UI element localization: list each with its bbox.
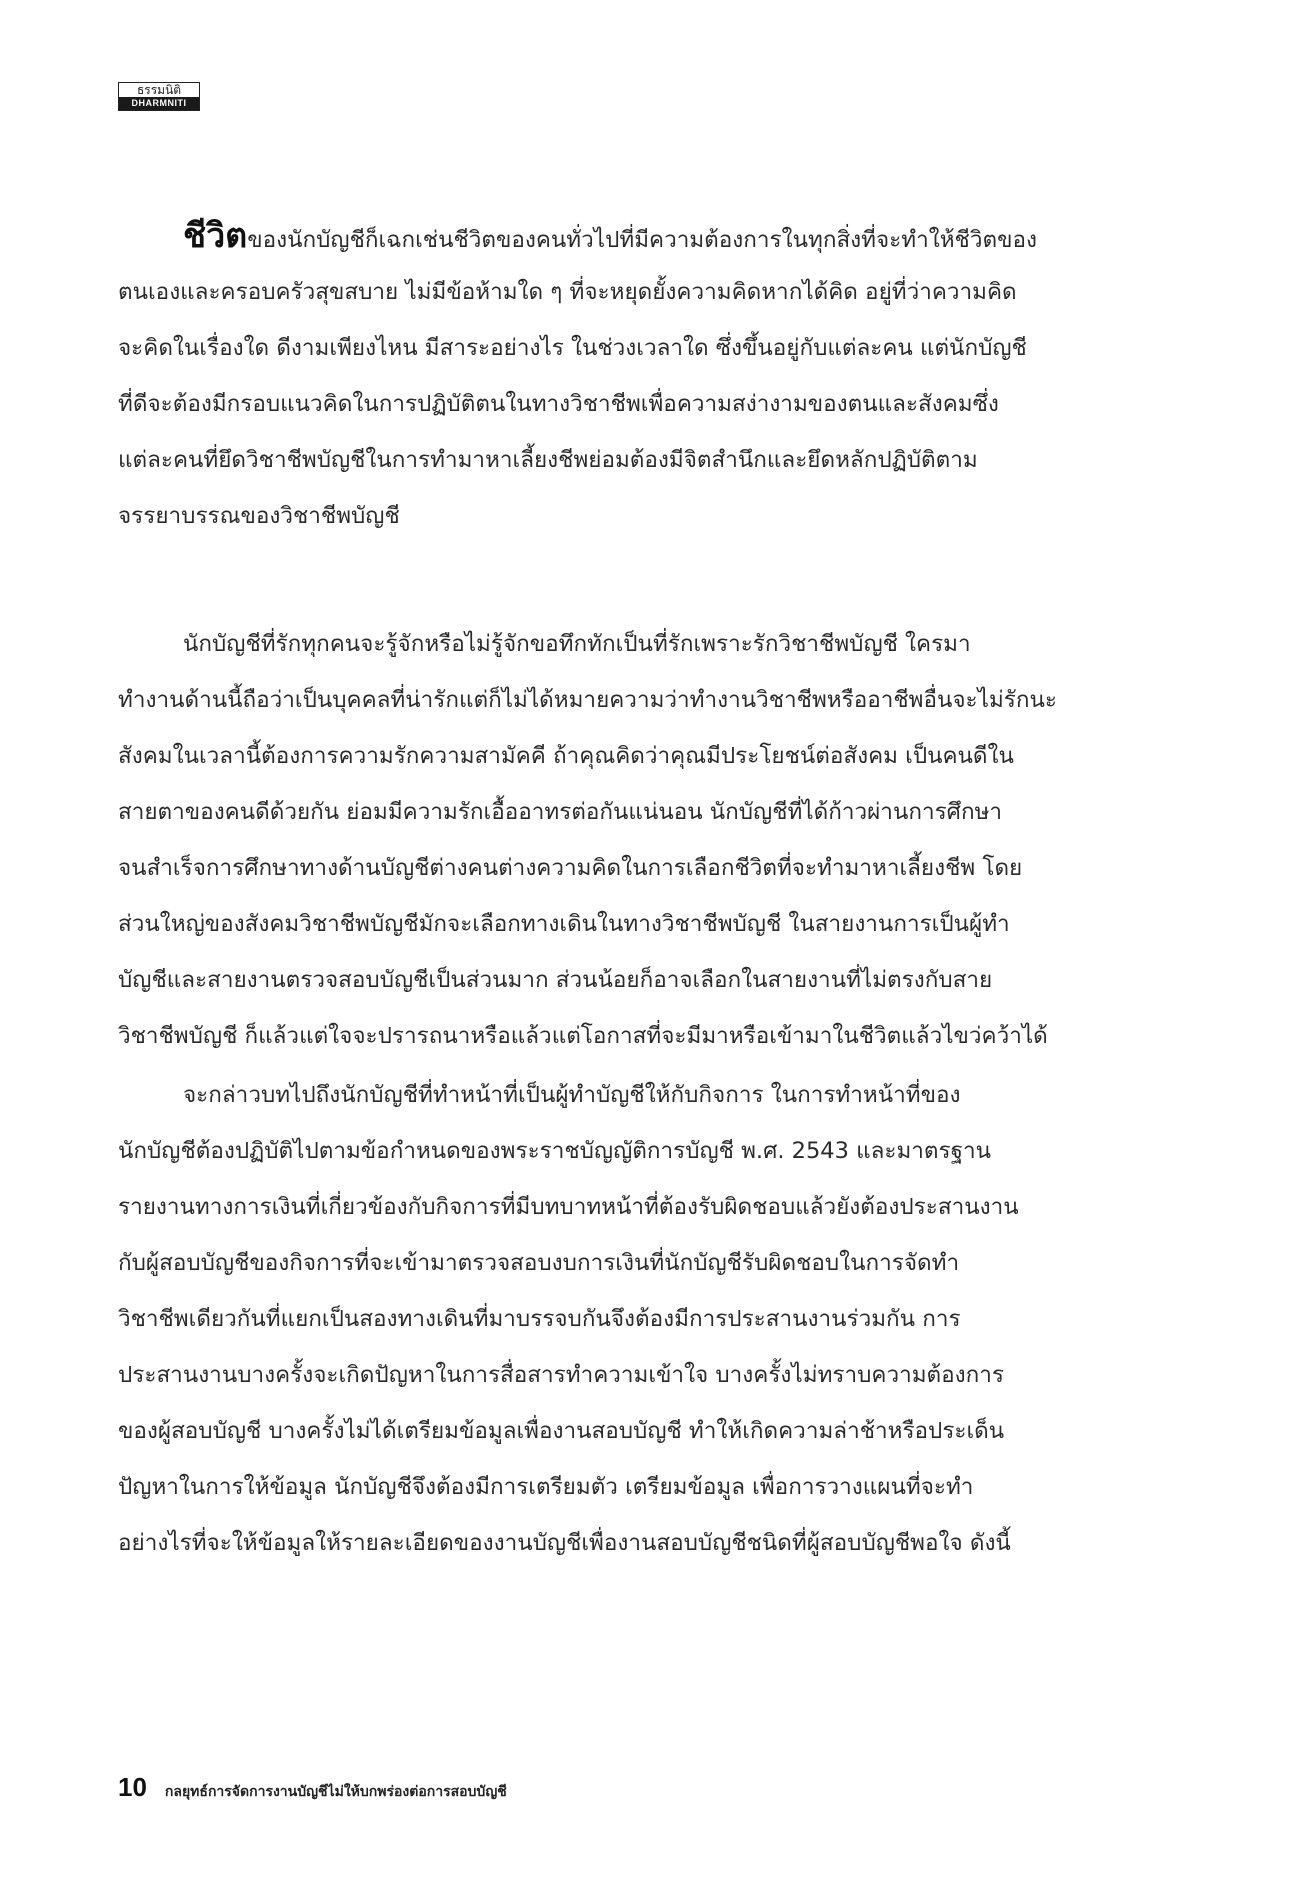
paragraph-line: แต่ละคนที่ยึดวิชาชีพบัญชีในการทำมาหาเลี้ยงชีพย่อมต้องมีจิตสำนึกและยึดหลักปฏิบัติตาม [118, 447, 978, 473]
paragraph-line: รายงานทางการเงินที่เกี่ยวข้องกับกิจการที่มีบทบาทหน้าที่ต้องรับผิดชอบแล้วยังต้องประสานงาน [118, 1194, 1019, 1220]
paragraph-intro [118, 208, 1180, 544]
paragraph-line: นักบัญชีที่รักทุกคนจะรู้จักหรือไม่รู้จักขอทึกทักเป็นที่รักเพราะรักวิชาชีพบัญชี ใครมา [183, 631, 971, 657]
paragraph-line: จนสำเร็จการศึกษาทางด้านบัญชีต่างคนต่างความคิดในการเลือกชีวิตที่จะทำมาหาเลี้ยงชีพ โดย [118, 855, 1023, 881]
paragraph-line: ปัญหาในการให้ข้อมูล นักบัญชีจึงต้องมีการเตรียมตัว เตรียมข้อมูล เพื่อการวางแผนที่จะทำ [118, 1474, 974, 1500]
publisher-logo [118, 82, 200, 111]
paragraph-line: บัญชีและสายงานตรวจสอบบัญชีเป็นส่วนมาก ส่วนน้อยก็อาจเลือกในสายงานที่ไม่ตรงกับสาย [118, 967, 993, 993]
paragraph-duties [118, 1067, 1180, 1571]
paragraph-accountants [118, 616, 1180, 1064]
paragraph-line: จะคิดในเรื่องใด ดีงามเพียงไหน มีสาระอย่างไร ในช่วงเวลาใด ซึ่งขึ้นอยู่กับแต่ละคน แต่นักบัญชี [118, 335, 1027, 361]
paragraph-line: ส่วนใหญ่ของสังคมวิชาชีพบัญชีมักจะเลือกทางเดินในทางวิชาชีพบัญชี ในสายงานการเป็นผู้ทำ [118, 911, 1010, 937]
paragraph-line: จรรยาบรรณของวิชาชีพบัญชี [118, 503, 400, 529]
publisher-logo-english: DHARMNITI [119, 97, 199, 110]
paragraph-line: นักบัญชีต้องปฏิบัติไปตามข้อกำหนดของพระราชบัญญัติการบัญชี พ.ศ. 2543 และมาตรฐาน [118, 1138, 992, 1164]
paragraph-line: กับผู้สอบบัญชีของกิจการที่จะเข้ามาตรวจสอบงบการเงินที่นักบัญชีรับผิดชอบในการจัดทำ [118, 1250, 960, 1276]
paragraph-line: วิชาชีพเดียวกันที่แยกเป็นสองทางเดินที่มาบรรจบกันจึงต้องมีการประสานงานร่วมกัน การ [118, 1306, 961, 1332]
lead-word: ชีวิต [183, 216, 248, 256]
paragraph-line [118, 208, 1180, 264]
page-footer [118, 1772, 507, 1803]
paragraph-line: ของผู้สอบบัญชี บางครั้งไม่ได้เตรียมข้อมูลเพื่องานสอบบัญชี ทำให้เกิดความล่าช้าหรือประเด็น [118, 1418, 1005, 1444]
paragraph-line: ประสานงานบางครั้งจะเกิดปัญหาในการสื่อสารทำความเข้าใจ บางครั้งไม่ทราบความต้องการ [118, 1362, 1005, 1388]
paragraph-line: วิชาชีพบัญชี ก็แล้วแต่ใจจะปรารถนาหรือแล้วแต่โอกาสที่จะมีมาหรือเข้ามาในชีวิตแล้วไขว่คว้าได้ [118, 1023, 1048, 1049]
book-title: กลยุทธ์การจัดการงานบัญชีไม่ให้บกพร่องต่อการสอบบัญชี [164, 1784, 507, 1800]
paragraph-line: ที่ดีจะต้องมีกรอบแนวคิดในการปฏิบัติตนในทางวิชาชีพเพื่อความสง่างามของตนและสังคมซึ่ง [118, 391, 999, 417]
page-number: 10 [118, 1772, 147, 1802]
paragraph-line: อย่างไรที่จะให้ข้อมูลให้รายละเอียดของงานบัญชีเพื่องานสอบบัญชีชนิดที่ผู้สอบบัญชีพอใจ ดังนี้ [118, 1530, 1011, 1556]
publisher-logo-thai: ธรรมนิติ [136, 83, 182, 97]
paragraph-line: ทำงานด้านนี้ถือว่าเป็นบุคคลที่น่ารักแต่ก็ไม่ได้หมายความว่าทำงานวิชาชีพหรืออาชีพอื่นจะไม่รักนะ [118, 687, 1057, 713]
paragraph-line: จะกล่าวบทไปถึงนักบัญชีที่ทำหน้าที่เป็นผู้ทำบัญชีให้กับกิจการ ในการทำหน้าที่ของ [183, 1082, 961, 1108]
paragraph-line-text: ของนักบัญชีก็เฉกเช่นชีวิตของคนทั่วไปที่มีความต้องการในทุกสิ่งที่จะทำให้ชีวิตของ [247, 227, 1037, 253]
paragraph-line: สังคมในเวลานี้ต้องการความรักความสามัคคี ถ้าคุณคิดว่าคุณมีประโยชน์ต่อสังคม เป็นคนดีใน [118, 743, 1014, 769]
paragraph-line: ตนเองและครอบครัวสุขสบาย ไม่มีข้อห้ามใด ๆ ที่จะหยุดยั้งความคิดหากได้คิด อยู่ที่ว่าความคิด [118, 279, 1017, 305]
paragraph-line: สายตาของคนดีด้วยกัน ย่อมมีความรักเอื้ออาทรต่อกันแน่นอน นักบัญชีที่ได้ก้าวผ่านการศึกษา [118, 799, 1003, 825]
